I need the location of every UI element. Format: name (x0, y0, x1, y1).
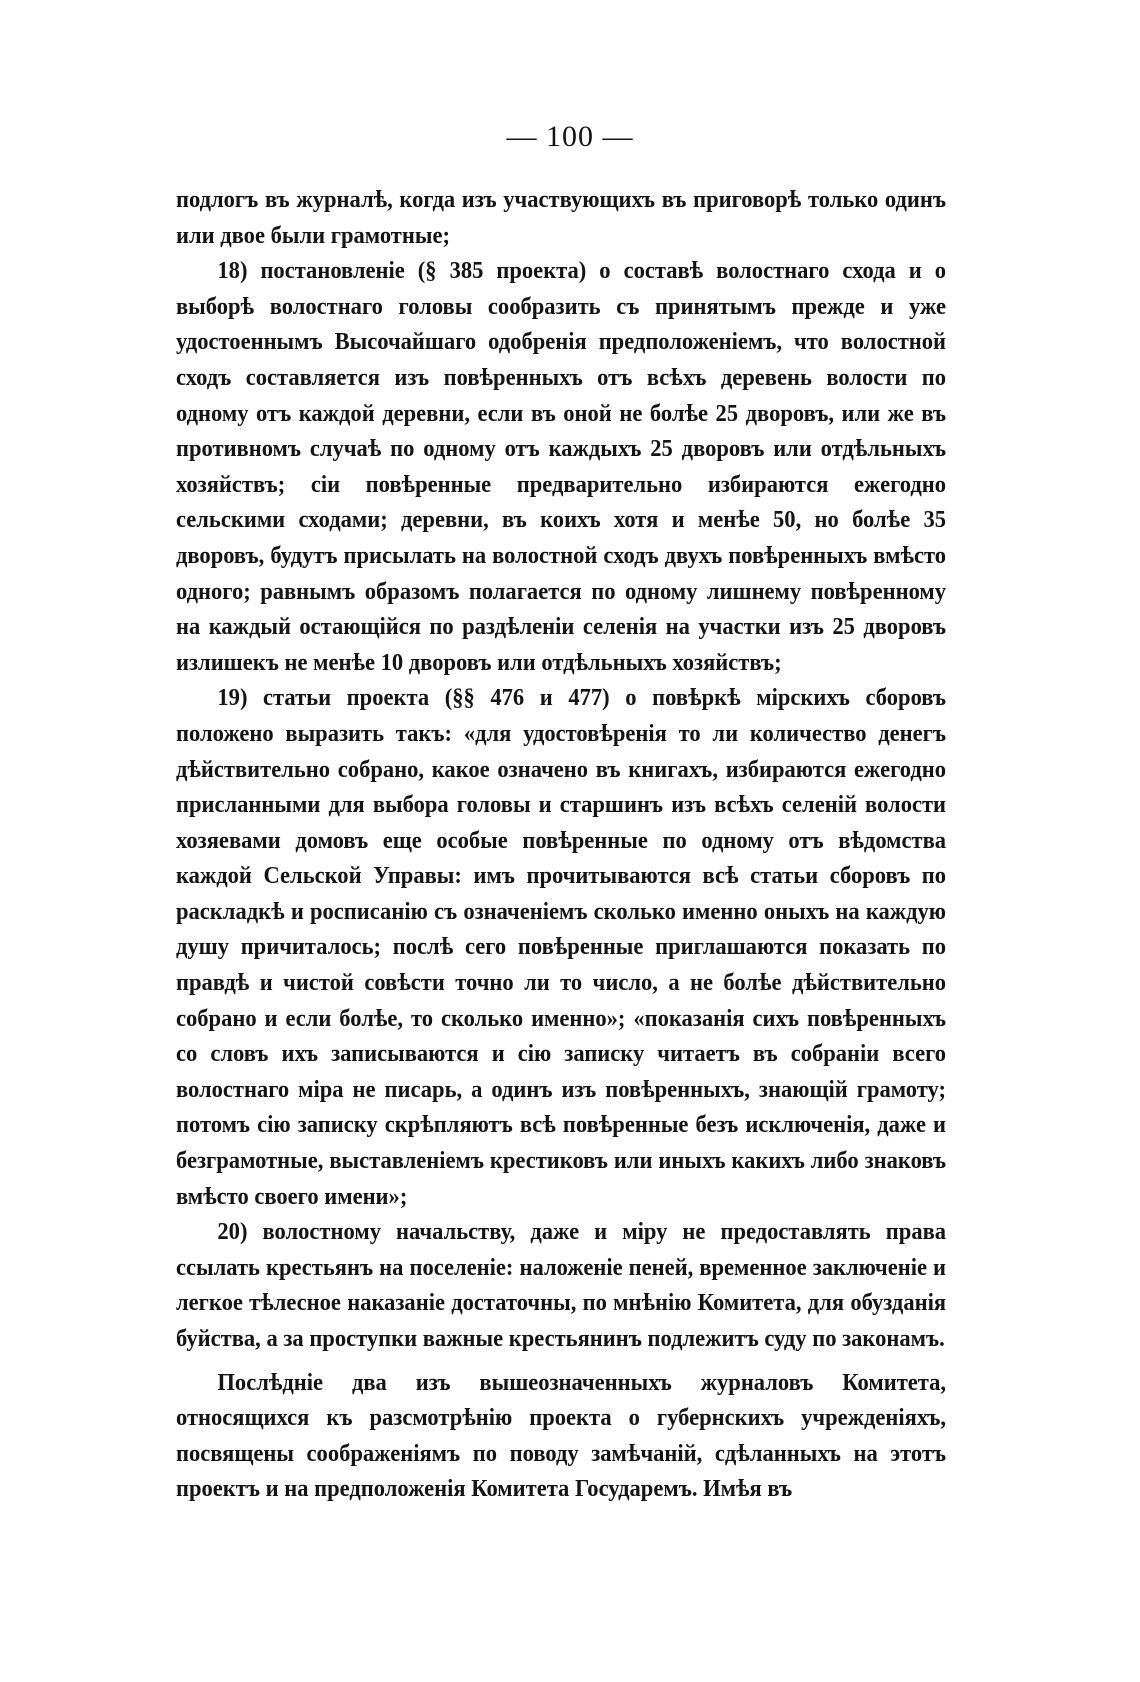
paragraph-item-18: 18) постановленіе (§ 385 проекта) о составѣ волостнаго схода и о выборѣ волостнаго головы сообразить съ принятымъ прежде и уже удостоеннымъ Высочайшаго одобренія предположеніемъ, что волостной сходъ составляется изъ повѣренныхъ отъ всѣхъ деревень волости по одному отъ каждой деревни, если въ оной не болѣе 25 дворовъ, или же въ противномъ случаѣ по одному отъ каждыхъ 25 дворовъ или отдѣльныхъ хозяйствъ; сіи повѣренные предварительно избираются ежегодно сельскими сходами; деревни, въ коихъ хотя и менѣе 50, но болѣе 35 дворовъ, будутъ присылать на волостной сходъ двухъ повѣренныхъ вмѣсто одного; равнымъ образомъ полагается по одному лишнему повѣренному на каждый остающійся по раздѣленіи селенія на участки изъ 25 дворовъ излишекъ не менѣе 10 дворовъ или отдѣльныхъ хозяйствъ; (176, 257, 947, 676)
page-number: — 100 — (506, 120, 634, 153)
paragraph-item-20: 20) волостному начальству, даже и міру не предоставлять права ссылать крестьянъ на поселеніе: наложеніе пеней, временное заключеніе и легкое тѣлесное наказаніе достаточны, по мнѣнію Комитета, для обузданія буйства, а за проступки важные крестьянинъ подлежитъ суду по законамъ. (176, 1218, 947, 1352)
paragraph-item-19: 19) статьи проекта (§§ 476 и 477) о повѣркѣ мірскихъ сборовъ положено выразить такъ: «для удостовѣренія то ли количество денегъ дѣйствительно собрано, какое означено въ книгахъ, избираются ежегодно присланными для выбора головы и старшинъ изъ всѣхъ селеній волости хозяевами домовъ еще особые повѣренные по одному отъ вѣдомства каждой Сельской Управы: имъ прочитываются всѣ статьи сборовъ по раскладкѣ и росписанію съ означеніемъ сколько именно оныхъ на каждую душу причиталось; послѣ сего повѣренные приглашаются показать по правдѣ и чистой совѣсти точно ли то число, а не болѣе дѣйствительно собрано и если болѣе, то сколько именно»; «показанія сихъ повѣренныхъ со словъ ихъ записываются и сію записку читаетъ въ собраніи всего волостнаго міра не писарь, а одинъ изъ повѣренныхъ, знающій грамоту; потомъ сію записку скрѣпляютъ всѣ повѣренные безъ исключенія, даже и безграмотные, выставленіемъ крестиковъ или иныхъ какихъ либо знаковъ вмѣсто своего имени»; (176, 684, 947, 1210)
page-body (176, 182, 946, 1507)
paragraph-closing: Послѣдніе два изъ вышеозначенныхъ журналовъ Комитета, относящихся къ разсмотрѣнію проекта о губернскихъ учрежденіяхъ, посвящены соображеніямъ по поводу замѣчаній, сдѣланныхъ на этотъ проектъ и на предположенія Комитета Государемъ. Имѣя въ (176, 1368, 947, 1503)
paragraph-continuation: подлогъ въ журналѣ, когда изъ участвующихъ въ приговорѣ только одинъ или двое были грамотные; (176, 186, 947, 249)
